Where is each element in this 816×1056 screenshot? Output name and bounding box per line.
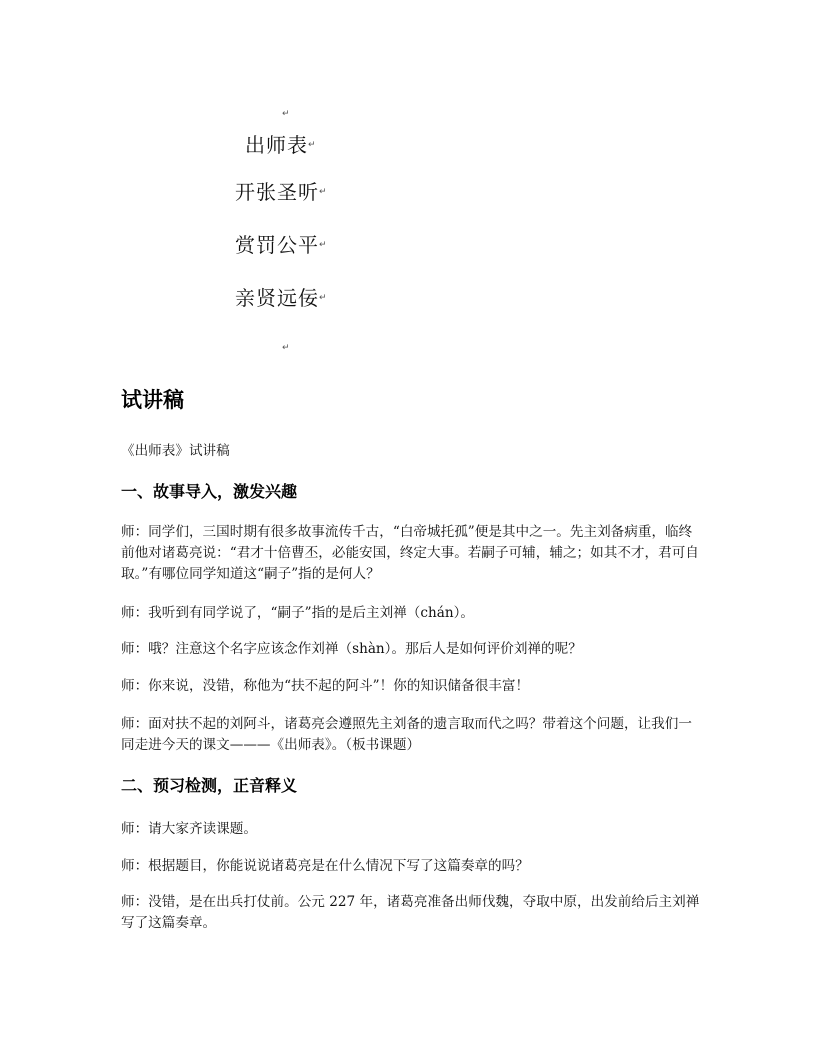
paragraph-mark: ↵: [308, 140, 316, 150]
board-text: 出师表: [245, 133, 308, 157]
paragraph: 师：你来说，没错，称他为“扶不起的阿斗”！你的知识储备很丰富！: [121, 678, 530, 694]
document-subtitle: 《出师表》试讲稿: [121, 443, 230, 459]
paragraph-mark-bottom: ↵: [282, 343, 290, 353]
board-line-title: [245, 133, 316, 157]
paragraph-mark: ↵: [319, 293, 327, 303]
paragraph: 师：同学们，三国时期有很多故事流传千古，“白帝城托孤”便是其中之一。先主刘备病重，临终前他对诸葛亮说：“君才十倍曹丕，必能安国，终定大事。若嗣子可辅，辅之；如其不才，君可自取。”有哪位同学知道这“嗣子”指的是何人？: [121, 524, 699, 582]
paragraph: 师：请大家齐读课题。: [121, 821, 257, 837]
board-line-1: [235, 180, 327, 204]
paragraph: 师：面对扶不起的刘阿斗，诸葛亮会遵照先主刘备的遗言取而代之吗？带着这个问题，让我们一同走进今天的课文———《出师表》。（板书课题）: [121, 716, 692, 753]
paragraph: 师：我听到有同学说了，“嗣子”指的是后主刘禅（chán）。: [121, 605, 474, 621]
board-text: 赏罚公平: [235, 233, 319, 257]
document-title: 试讲稿: [121, 388, 184, 412]
board-text: 开张圣听: [235, 180, 319, 204]
section-heading-1: 一、故事导入，激发兴趣: [121, 482, 298, 501]
board-line-2: [235, 233, 327, 257]
paragraph-mark: ↵: [319, 187, 327, 197]
paragraph: 师：没错，是在出兵打仗前。公元 227 年，诸葛亮准备出师伐魏，夺取中原，出发前给后主刘禅写了这篇奏章。: [121, 894, 700, 931]
section-heading-2: 二、预习检测，正音释义: [121, 776, 298, 795]
paragraph-mark-top: ↵: [282, 109, 290, 119]
paragraph: 师：根据题目，你能说说诸葛亮是在什么情况下写了这篇奏章的吗？: [121, 858, 529, 874]
board-line-3: [235, 286, 327, 310]
paragraph-mark: ↵: [319, 240, 327, 250]
paragraph: 师：哦？注意这个名字应该念作刘禅（shàn）。那后人是如何评价刘禅的呢？: [121, 641, 582, 657]
board-text: 亲贤远佞: [235, 286, 319, 310]
